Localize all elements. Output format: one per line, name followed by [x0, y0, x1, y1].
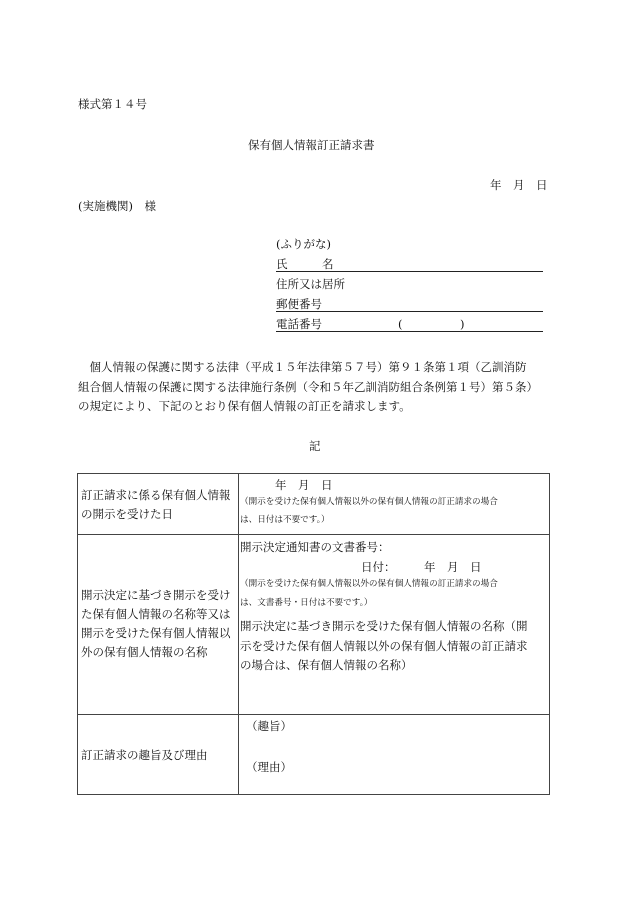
- row1-label-line: 訂正請求に係る保有個人情報: [81, 488, 231, 502]
- row1-label-line: の開示を受けた日: [81, 507, 173, 521]
- row2-name-line: 開示決定に基づき開示を受けた保有個人情報の名称（開: [240, 619, 528, 633]
- row2-name-text: [240, 617, 528, 676]
- row1-value-cell[interactable]: [238, 473, 550, 535]
- purpose-label: （趣旨）: [246, 719, 292, 733]
- address-label: 住所又は居所: [276, 277, 345, 291]
- row2-label-line: 開示を受けた保有個人情報以: [81, 626, 231, 640]
- row3-value-cell[interactable]: [238, 714, 550, 795]
- phone-label: 電話番号: [276, 317, 322, 331]
- row2-date: 年 月 日: [424, 560, 482, 574]
- body-line: の規定により、下記のとおり保有個人情報の訂正を請求します。: [78, 399, 411, 413]
- row1-note-line: （開示を受けた保有個人情報以外の保有個人情報の訂正請求の場合: [240, 497, 498, 507]
- request-table: [77, 473, 550, 795]
- row1-note-line: は、日付は不要です。）: [240, 515, 330, 525]
- document-title: 保有個人情報訂正請求書: [248, 138, 375, 152]
- row2-label-line: た保有個人情報の名称等又は: [81, 607, 231, 621]
- row2-note-line: は、文書番号・日付は不要です。）: [240, 598, 373, 608]
- form-number: 様式第１４号: [78, 97, 147, 111]
- name-field[interactable]: [276, 256, 543, 272]
- ki-heading: 記: [309, 439, 321, 453]
- row2-label-cell: [77, 534, 239, 715]
- row3-label: 訂正請求の趣旨及び理由: [81, 748, 208, 762]
- body-line: 組合個人情報の保護に関する法律施行条例（令和５年乙訓消防組合条例第１号）第５条）: [78, 379, 538, 394]
- row2-value-cell[interactable]: [238, 534, 550, 715]
- doc-number-label: 開示決定通知書の文書番号：: [240, 540, 390, 554]
- postal-label: 郵便番号: [276, 297, 322, 311]
- row2-name-line: の場合は、保有個人情報の名称）: [240, 658, 413, 672]
- date-line: 年 月 日: [490, 178, 548, 192]
- name-label: 氏 名: [276, 257, 334, 271]
- row2-label-line: 開示決定に基づき開示を受け: [81, 588, 231, 602]
- reason-label: （理由）: [246, 760, 292, 774]
- row2-label-line: 外の保有個人情報の名称: [81, 645, 208, 659]
- body-line: 個人情報の保護に関する法律（平成１５年法律第５７号）第９１条第１項（乙訓消防: [78, 360, 527, 374]
- phone-field[interactable]: [276, 316, 543, 332]
- row1-date: 年 月 日: [275, 478, 333, 492]
- row1-label-cell: [77, 473, 239, 535]
- postal-code-field[interactable]: [276, 296, 543, 312]
- body-text: [78, 358, 538, 417]
- phone-area-code-parens: ( ): [398, 317, 465, 331]
- furigana-label: (ふりがな): [276, 237, 331, 251]
- row2-name-line: 示を受けた保有個人情報以外の保有個人情報の訂正請求: [240, 638, 528, 653]
- row2-note-line: （開示を受けた保有個人情報以外の保有個人情報の訂正請求の場合: [240, 579, 498, 589]
- row3-label-cell: [77, 714, 239, 795]
- addressee: (実施機関) 様: [78, 199, 156, 213]
- row2-date-label: 日付：: [361, 560, 396, 574]
